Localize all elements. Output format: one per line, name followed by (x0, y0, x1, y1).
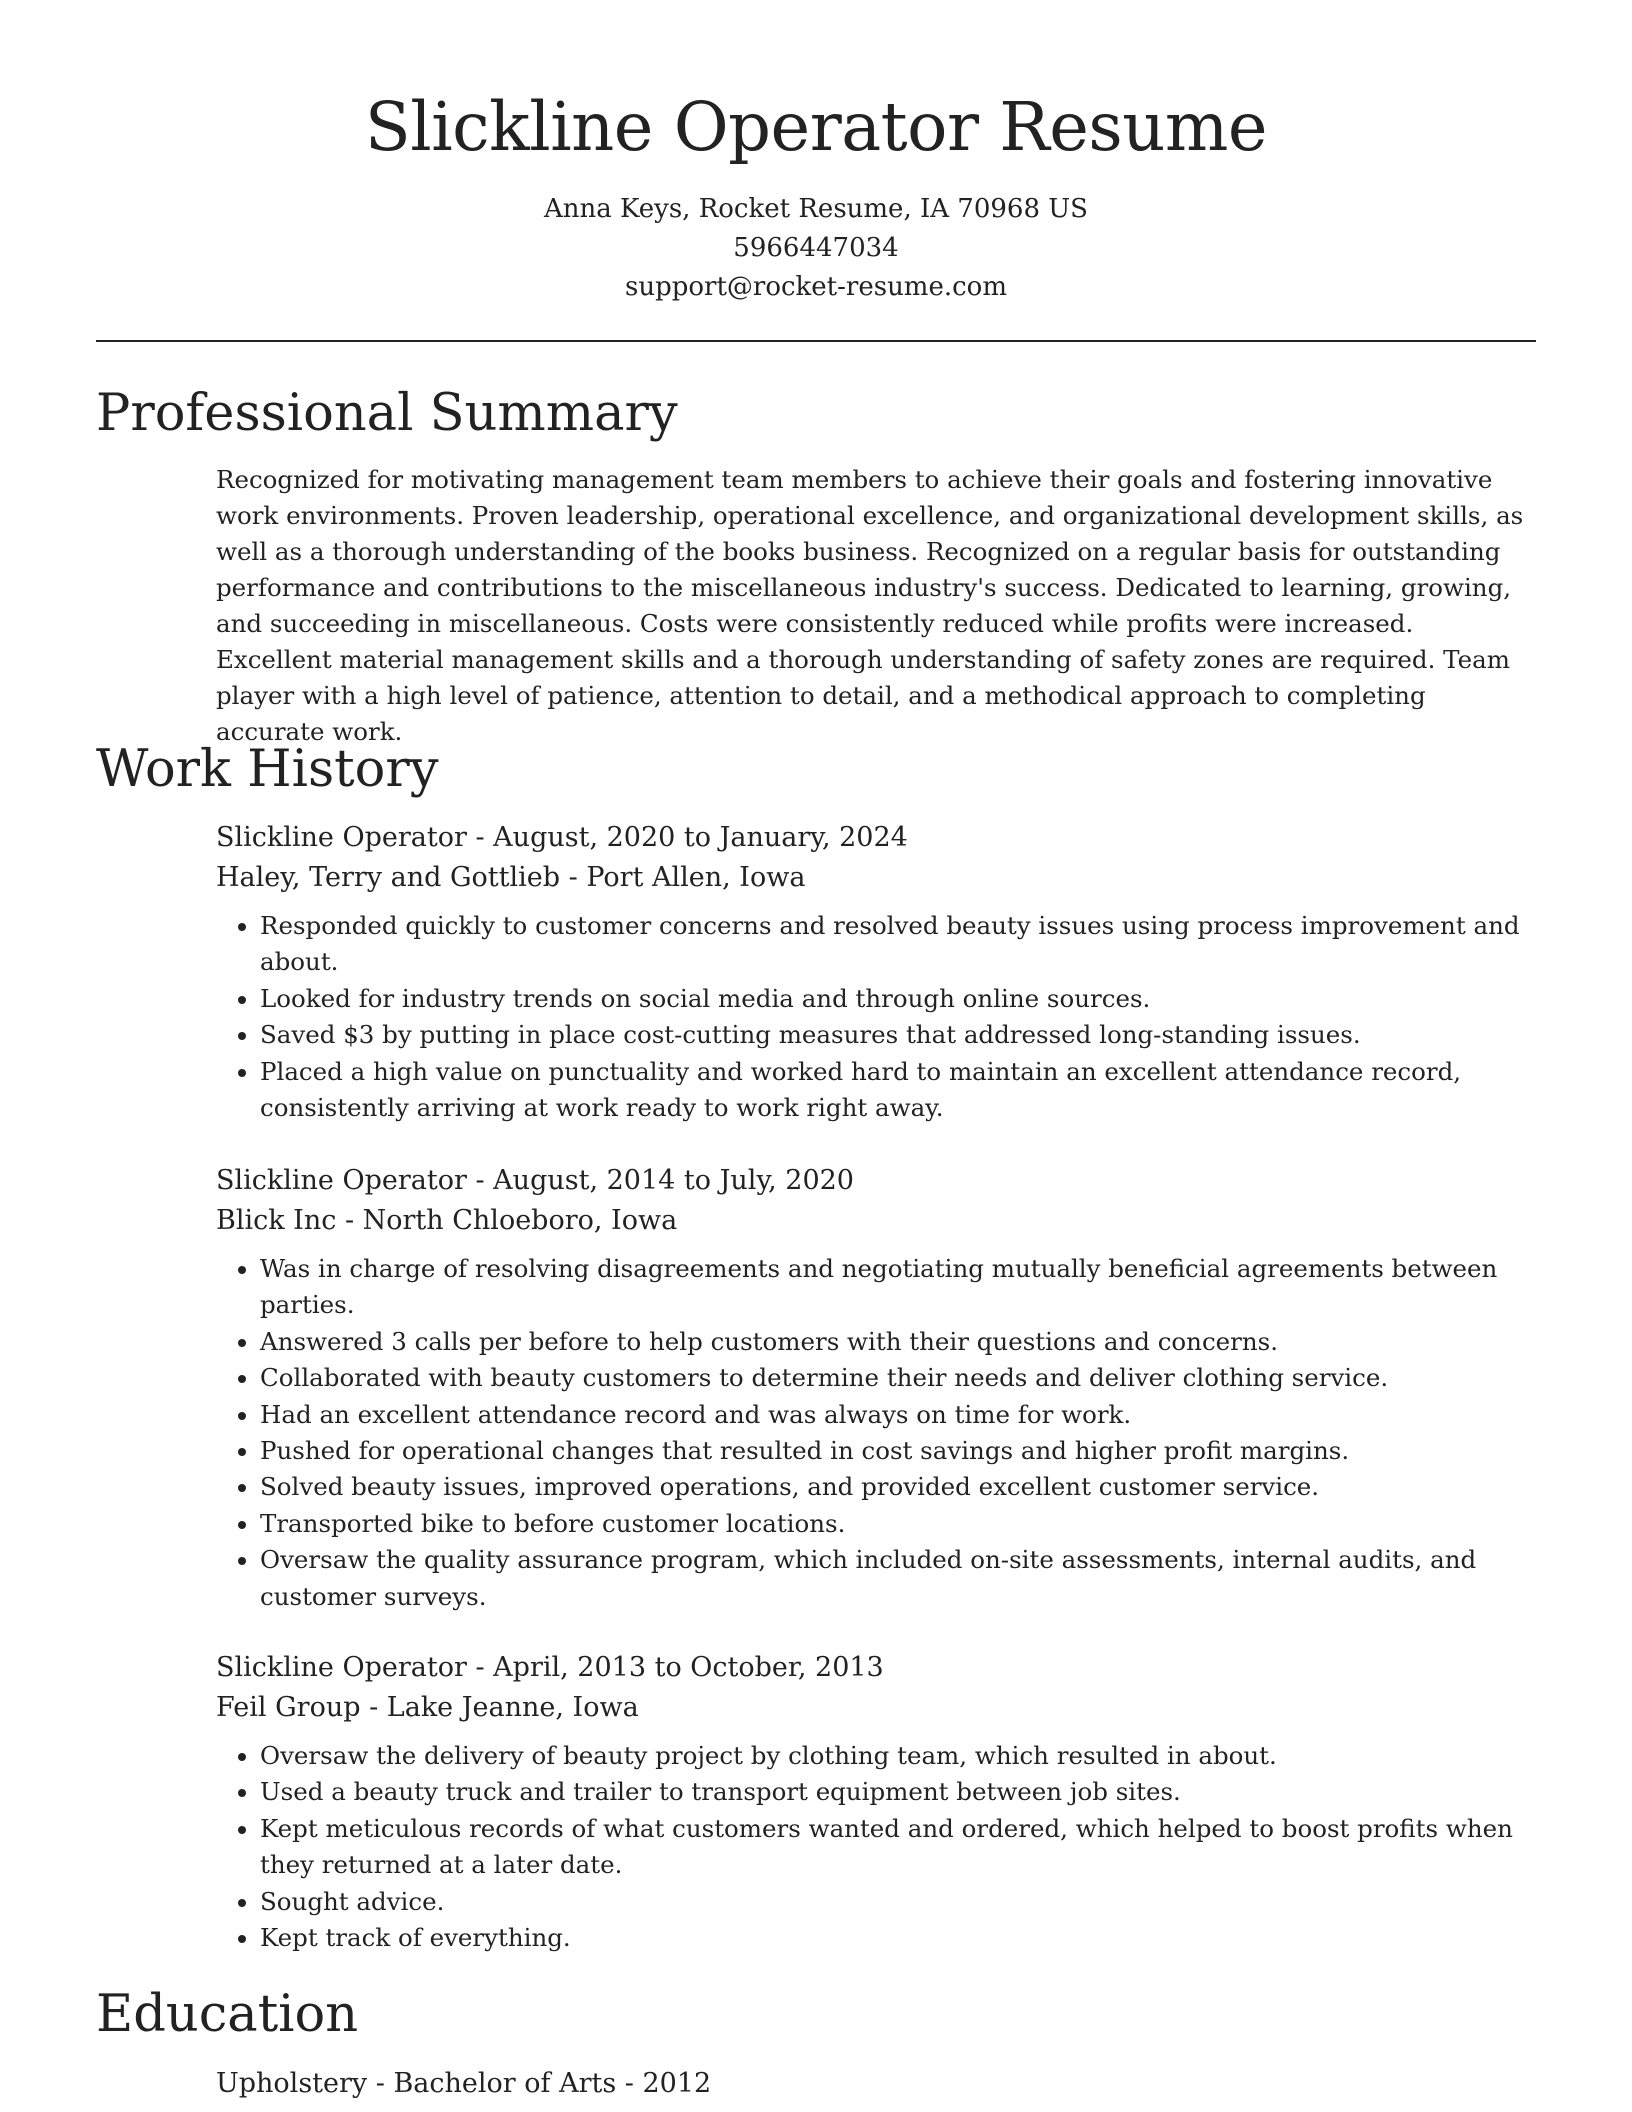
education-entry (216, 2064, 1536, 2104)
job-location: - Port Allen, Iowa (560, 862, 806, 893)
contact-email: support@rocket-resume.com (624, 272, 1007, 302)
duty-item: • Kept meticulous records of what customers wanted and ordered, which helped to boost profits when they returned at a later date. (260, 1811, 1536, 1884)
education-degree: - Bachelor of Arts (367, 2068, 617, 2099)
education-field: Upholstery (216, 2068, 368, 2099)
duty-item: • Sought advice. (260, 1884, 1536, 1920)
job-dates: - August, 2020 to January, 2024 (466, 822, 908, 853)
duty-item: • Transported bike to before customer locations. (260, 1506, 1536, 1542)
job-duties-list (216, 908, 1536, 1126)
duty-item: • Oversaw the quality assurance program, which included on-site assessments, internal audits, and customer surveys. (260, 1542, 1536, 1615)
job-company-line (216, 858, 1536, 898)
contact-phone: 5966447034 (733, 233, 899, 263)
job-entry (216, 1161, 1536, 1615)
job-role: Slickline Operator (216, 822, 467, 853)
contact-address: Anna Keys, Rocket Resume, IA 70968 US (544, 194, 1088, 224)
duty-item: • Looked for industry trends on social media and through online sources. (260, 981, 1536, 1017)
header-divider (96, 340, 1536, 342)
job-duties-list (216, 1738, 1536, 1956)
summary-text: Recognized for motivating management team members to achieve their goals and fostering innovative work environments. Proven leadership, operational excellence, and organizational development skills, as well as a thorough understanding of the books business. Recognized on a regular basis for outstanding performance and contributions to the miscellaneous industry's success. Dedicated to learning, growing, and succeeding in miscellaneous. Costs were consistently reduced while profits were increased. Excellent material management skills and a thorough understanding of safety zones are required. Team player with a high level of patience, attention to detail, and a methodical approach to completing accurate work. (216, 465, 1524, 746)
summary-section (216, 462, 1536, 750)
duty-item: • Kept track of everything. (260, 1920, 1536, 1956)
duty-item: • Oversaw the delivery of beauty project by clothing team, which resulted in about. (260, 1738, 1536, 1774)
document-title: Slickline Operator Resume (364, 88, 1268, 166)
duty-item: • Had an excellent attendance record and was always on time for work. (260, 1397, 1536, 1433)
duty-item: • Answered 3 calls per before to help customers with their questions and concerns. (260, 1324, 1536, 1360)
duty-item: • Pushed for operational changes that resulted in cost savings and higher profit margins. (260, 1433, 1536, 1469)
education-heading: Education (96, 1985, 359, 2044)
job-location: - North Chloeboro, Iowa (336, 1205, 678, 1236)
job-entry (216, 1648, 1536, 1956)
duty-item: • Placed a high value on punctuality and worked hard to maintain an excellent attendance record, consistently arriving at work ready to work right away. (260, 1054, 1536, 1127)
education-line (216, 2064, 1536, 2104)
duty-item: • Was in charge of resolving disagreements and negotiating mutually beneficial agreements between parties. (260, 1251, 1536, 1324)
job-company: Blick Inc (216, 1205, 337, 1236)
duty-item: • Saved $3 by putting in place cost-cutting measures that addressed long-standing issues. (260, 1017, 1536, 1053)
job-company: Haley, Terry and Gottlieb (216, 862, 561, 893)
job-title-line (216, 1161, 1536, 1201)
summary-heading: Professional Summary (96, 384, 678, 443)
duty-item: • Solved beauty issues, improved operations, and provided excellent customer service. (260, 1469, 1536, 1505)
job-dates: - August, 2014 to July, 2020 (466, 1165, 854, 1196)
duty-item: • Responded quickly to customer concerns and resolved beauty issues using process improvement and about. (260, 908, 1536, 981)
duty-item: • Collaborated with beauty customers to determine their needs and deliver clothing service. (260, 1360, 1536, 1396)
education-year: - 2012 (616, 2068, 712, 2099)
job-duties-list (216, 1251, 1536, 1615)
job-company-line (216, 1201, 1536, 1241)
job-role: Slickline Operator (216, 1652, 467, 1683)
job-entry (216, 818, 1536, 1126)
job-company: Feil Group (216, 1692, 361, 1723)
job-dates: - April, 2013 to October, 2013 (466, 1652, 884, 1683)
contact-block (96, 190, 1536, 307)
job-location: - Lake Jeanne, Iowa (360, 1692, 639, 1723)
job-title-line (216, 1648, 1536, 1688)
job-company-line (216, 1688, 1536, 1728)
job-role: Slickline Operator (216, 1165, 467, 1196)
job-title-line (216, 818, 1536, 858)
work-history-heading: Work History (96, 740, 439, 799)
duty-item: • Used a beauty truck and trailer to transport equipment between job sites. (260, 1774, 1536, 1810)
